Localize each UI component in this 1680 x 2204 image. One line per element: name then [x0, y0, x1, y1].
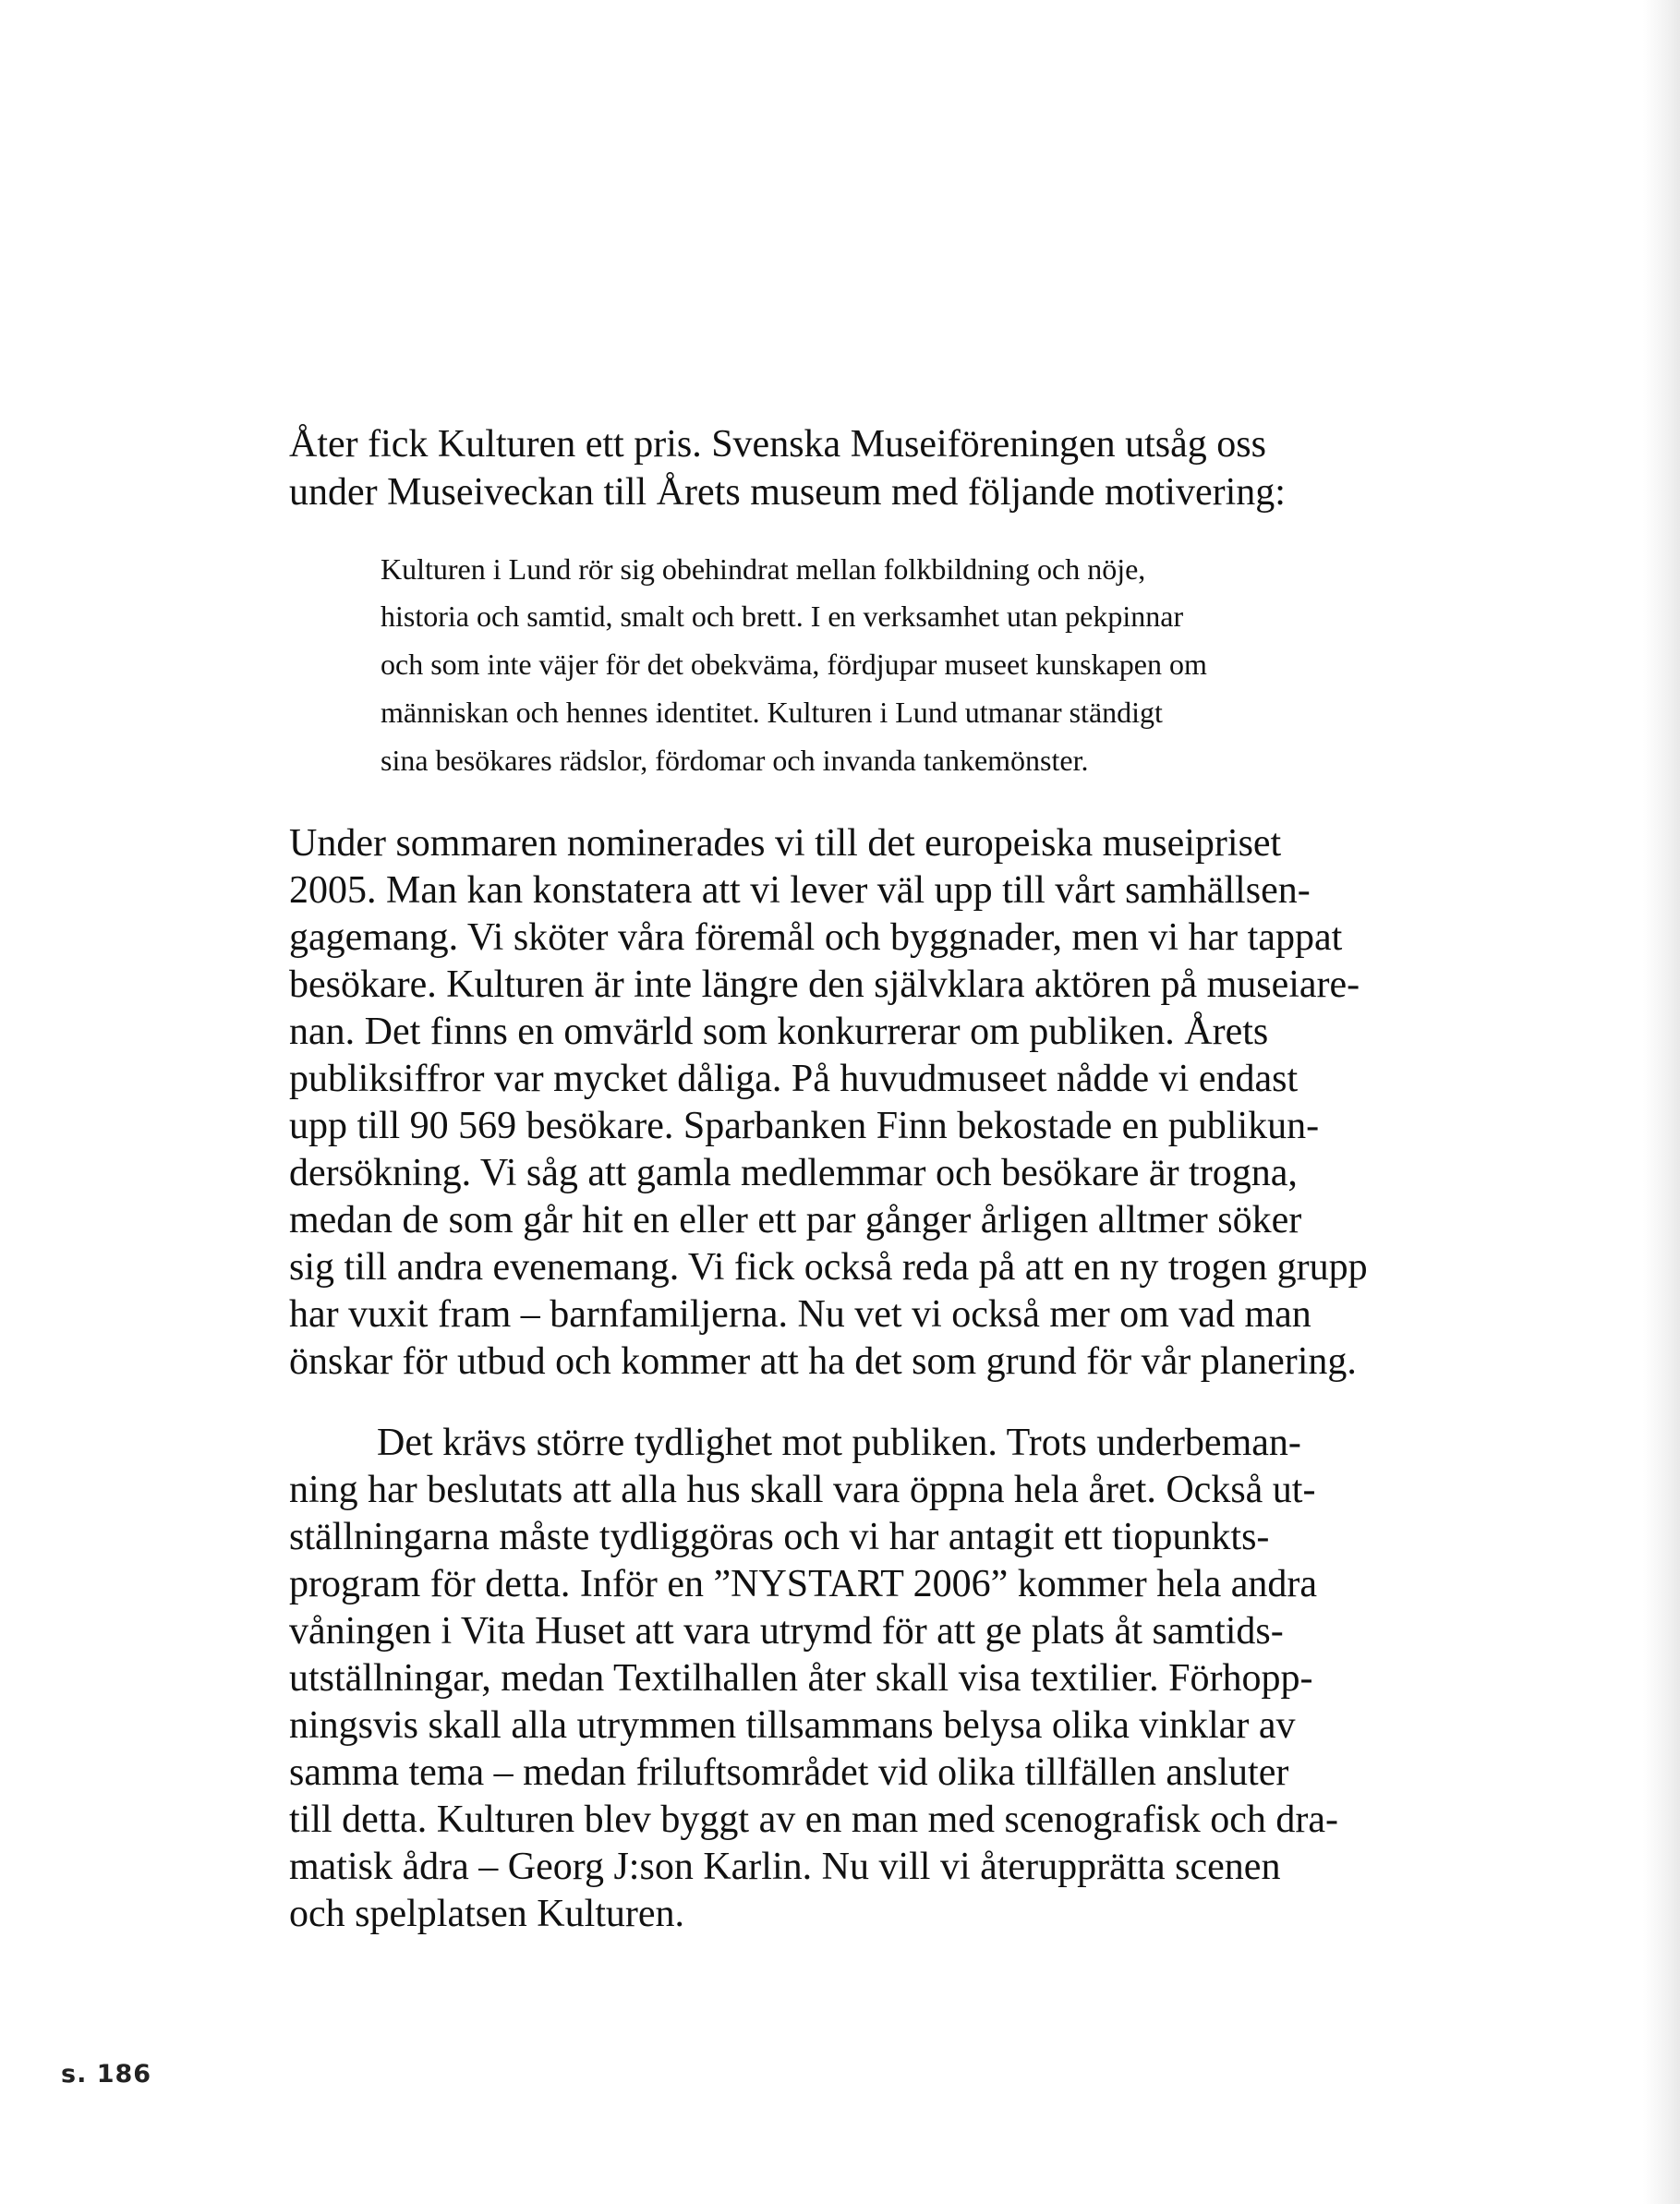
text-line: Det krävs större tydlighet mot publiken. Trots underbeman- [377, 1422, 1301, 1464]
text-line: under Museiveckan till Årets museum med följande motivering: [289, 471, 1286, 514]
text-line: till detta. Kulturen blev byggt av en man med scenografisk och dra- [289, 1798, 1338, 1841]
text-line: utställningar, medan Textilhallen åter skall visa textilier. Förhopp- [289, 1657, 1313, 1700]
text-line: ningsvis skall alla utrymmen tillsammans belysa olika vinklar av [289, 1704, 1296, 1747]
page-number: s. 186 [61, 2060, 152, 2089]
quote-line: historia och samtid, smalt och brett. I en verksamhet utan pekpinnar [381, 599, 1184, 633]
text-line: samma tema – medan friluftsområdet vid olika tillfällen ansluter [289, 1751, 1289, 1794]
text-line: upp till 90 569 besökare. Sparbanken Finn bekostade en publikun- [289, 1105, 1320, 1147]
quote-line: sina besökares rädslor, fördomar och invanda tankemönster. [381, 744, 1089, 777]
text-line: matisk ådra – Georg J:son Karlin. Nu vill vi återupprätta scenen [289, 1846, 1281, 1888]
text-line: ning har beslutats att alla hus skall vara öppna hela året. Också ut- [289, 1469, 1316, 1511]
quote-line: Kulturen i Lund rör sig obehindrat mellan folkbildning och nöje, [381, 552, 1146, 586]
text-line: medan de som går hit en eller ett par gånger årligen alltmer söker [289, 1199, 1302, 1241]
text-line: sig till andra evenemang. Vi fick också reda på att en ny trogen grupp [289, 1246, 1368, 1289]
text-line: program för detta. Inför en ”NYSTART 2006” kommer hela andra [289, 1563, 1317, 1605]
text-line: 2005. Man kan konstatera att vi lever väl upp till vårt samhällsen- [289, 869, 1311, 912]
text-line: besökare. Kulturen är inte längre den självklara aktören på museiare- [289, 963, 1360, 1006]
text-line: och spelplatsen Kulturen. [289, 1893, 685, 1935]
text-line: har vuxit fram – barnfamiljerna. Nu vet vi också mer om vad man [289, 1293, 1311, 1336]
text-line: publiksiffror var mycket dåliga. På huvudmuseet nådde vi endast [289, 1058, 1299, 1100]
text-line: önskar för utbud och kommer att ha det som grund för vår planering. [289, 1340, 1357, 1383]
text-line: dersökning. Vi såg att gamla medlemmar och besökare är trogna, [289, 1152, 1298, 1194]
text-line: gagemang. Vi sköter våra föremål och byggnader, men vi har tappat [289, 916, 1343, 959]
text-line: nan. Det finns en omvärld som konkurrerar om publiken. Årets [289, 1011, 1269, 1053]
text-line: Åter fick Kulturen ett pris. Svenska Museiföreningen utsåg oss [289, 423, 1266, 466]
quote-line: och som inte väjer för det obekväma, fördjupar museet kunskapen om [381, 648, 1207, 681]
quote-line: människan och hennes identitet. Kulturen i Lund utmanar ständigt [381, 696, 1163, 729]
page-edge-shadow [1643, 0, 1680, 2204]
text-line: ställningarna måste tydliggöras och vi har antagit ett tiopunkts- [289, 1516, 1270, 1558]
text-line: våningen i Vita Huset att vara utrymd för att ge plats åt samtids- [289, 1610, 1284, 1653]
text-line: Under sommaren nominerades vi till det europeiska museipriset [289, 822, 1282, 865]
